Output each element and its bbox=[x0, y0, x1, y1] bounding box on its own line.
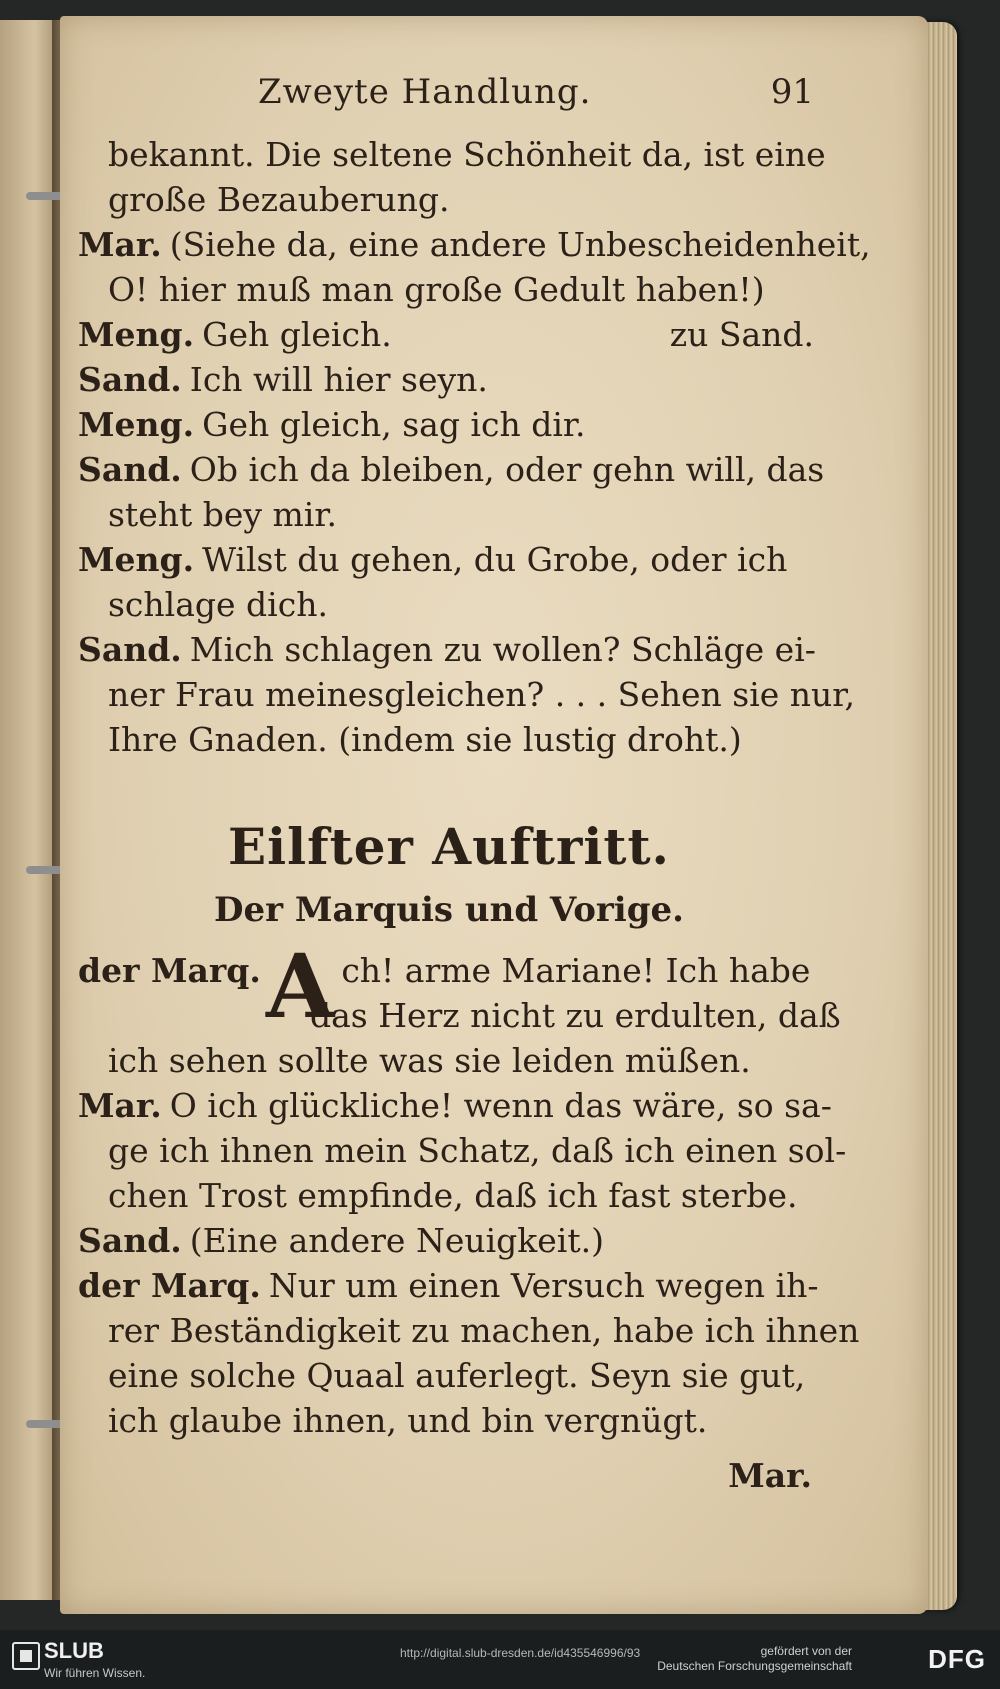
dialogue-text: O! hier muß man große Gedult haben!) bbox=[108, 270, 765, 309]
dialogue-text: Geh gleich. bbox=[202, 315, 392, 354]
dialogue-text: das Herz nicht zu erdulten, daß bbox=[310, 996, 841, 1035]
scene-heading: Eilfter Auftritt. bbox=[228, 817, 670, 876]
dialogue-text: Ihre Gnaden. (indem sie lustig droht.) bbox=[108, 720, 742, 759]
dialogue-text: ich sehen sollte was sie leiden müßen. bbox=[108, 1041, 751, 1080]
dialogue-text: Mich schlagen zu wollen? Schläge ei- bbox=[189, 630, 816, 669]
dialogue-line bbox=[78, 312, 820, 357]
dialogue-line bbox=[78, 1263, 820, 1308]
left-page-edge bbox=[0, 20, 60, 1600]
dialogue-text: bekannt. Die seltene Schönheit da, ist eine bbox=[108, 135, 826, 174]
catchword: Mar. bbox=[728, 1456, 812, 1495]
dialogue-text: ge ich ihnen mein Schatz, daß ich einen sol- bbox=[108, 1131, 847, 1170]
dialogue-line bbox=[78, 447, 825, 492]
speaker-label: Meng. bbox=[78, 540, 195, 579]
dialogue-line bbox=[78, 357, 820, 402]
dialogue-block-2 bbox=[78, 1038, 860, 1443]
dialogue-block-1 bbox=[78, 132, 871, 762]
funding-line-1: gefördert von der bbox=[760, 1644, 852, 1658]
speaker-label: Meng. bbox=[78, 405, 195, 444]
speaker-label: Mar. bbox=[78, 1086, 162, 1125]
dialogue-text: (Siehe da, eine andere Unbescheidenheit, bbox=[169, 225, 871, 264]
dialogue-line bbox=[78, 1173, 820, 1218]
dialogue-text: ch! arme Mariane! Ich habe bbox=[341, 951, 811, 990]
dialogue-text: O ich glückliche! wenn das wäre, so sa- bbox=[169, 1086, 832, 1125]
speaker-label: der Marq. bbox=[78, 951, 261, 990]
stage-direction: zu Sand. bbox=[669, 315, 814, 354]
binding-stitch bbox=[26, 192, 64, 200]
dialogue-text: eine solche Quaal auferlegt. Seyn sie gut, bbox=[108, 1356, 806, 1395]
dialogue-text: (Eine andere Neuigkeit.) bbox=[189, 1221, 604, 1260]
dialogue-line bbox=[78, 177, 820, 222]
dialogue-line bbox=[78, 582, 820, 627]
slub-logo-icon[interactable] bbox=[12, 1642, 40, 1670]
dialogue-line bbox=[78, 402, 820, 447]
speaker-label: der Marq. bbox=[78, 1266, 261, 1305]
dialogue-text: Ich will hier seyn. bbox=[189, 360, 488, 399]
dialogue-text: große Bezauberung. bbox=[108, 180, 450, 219]
funding-note bbox=[657, 1644, 852, 1674]
speaker-label: Mar. bbox=[78, 225, 162, 264]
dialogue-text: chen Trost empfinde, daß ich fast sterbe. bbox=[108, 1176, 798, 1215]
dialogue-line bbox=[78, 1083, 832, 1128]
dialogue-text: rer Beständigkeit zu machen, habe ich ihnen bbox=[108, 1311, 860, 1350]
dialogue-line bbox=[78, 132, 826, 177]
dialogue-text: Ob ich da bleiben, oder gehn will, das bbox=[189, 450, 825, 489]
funding-line-2: Deutschen Forschungsgemeinschaft bbox=[657, 1659, 852, 1673]
dialogue-text: steht bey mir. bbox=[108, 495, 338, 534]
dialogue-line bbox=[78, 717, 820, 762]
running-title: Zweyte Handlung. bbox=[258, 72, 592, 112]
dialogue-text: Nur um einen Versuch wegen ih- bbox=[268, 1266, 819, 1305]
speaker-label: Sand. bbox=[78, 450, 182, 489]
library-name[interactable]: SLUB bbox=[44, 1638, 104, 1663]
dialogue-text: schlage dich. bbox=[108, 585, 328, 624]
dialogue-line bbox=[78, 627, 820, 672]
binding-stitch bbox=[26, 866, 64, 874]
dialogue-line bbox=[78, 267, 820, 312]
dropcap-paragraph bbox=[78, 934, 841, 1038]
dialogue-line bbox=[78, 492, 820, 537]
dialogue-text: ner Frau meinesgleichen? . . . Sehen sie nur, bbox=[108, 675, 855, 714]
viewer-footer bbox=[0, 1630, 1000, 1689]
binding-stitch bbox=[26, 1420, 64, 1428]
dialogue-line bbox=[78, 1128, 847, 1173]
speaker-label: Sand. bbox=[78, 630, 182, 669]
dialogue-line bbox=[78, 1038, 820, 1083]
dialogue-line bbox=[78, 1353, 820, 1398]
dialogue-line bbox=[78, 672, 855, 717]
dialogue-text: Geh gleich, sag ich dir. bbox=[202, 405, 586, 444]
dialogue-line bbox=[78, 1398, 820, 1443]
source-url[interactable]: http://digital.slub-dresden.de/id435546996/93 bbox=[400, 1646, 641, 1660]
dialogue-line bbox=[78, 1308, 860, 1353]
speaker-label: Meng. bbox=[78, 315, 195, 354]
library-tagline: Wir führen Wissen. bbox=[44, 1666, 146, 1680]
dialogue-text: Wilst du gehen, du Grobe, oder ich bbox=[202, 540, 788, 579]
speaker-label: Sand. bbox=[78, 360, 182, 399]
speaker-label: Sand. bbox=[78, 1221, 182, 1260]
page-text bbox=[78, 70, 871, 1498]
page-number: 91 bbox=[770, 72, 814, 112]
dfg-logo-icon[interactable]: DFG bbox=[928, 1644, 986, 1674]
dialogue-line bbox=[78, 537, 820, 582]
dialogue-line bbox=[78, 1218, 820, 1263]
drop-cap: A bbox=[266, 934, 335, 1038]
running-head bbox=[78, 70, 820, 124]
dialogue-line bbox=[78, 222, 871, 267]
scene-subheading: Der Marquis und Vorige. bbox=[214, 890, 684, 930]
dialogue-line bbox=[78, 993, 841, 1038]
dialogue-text: ich glaube ihnen, und bin vergnügt. bbox=[108, 1401, 708, 1440]
